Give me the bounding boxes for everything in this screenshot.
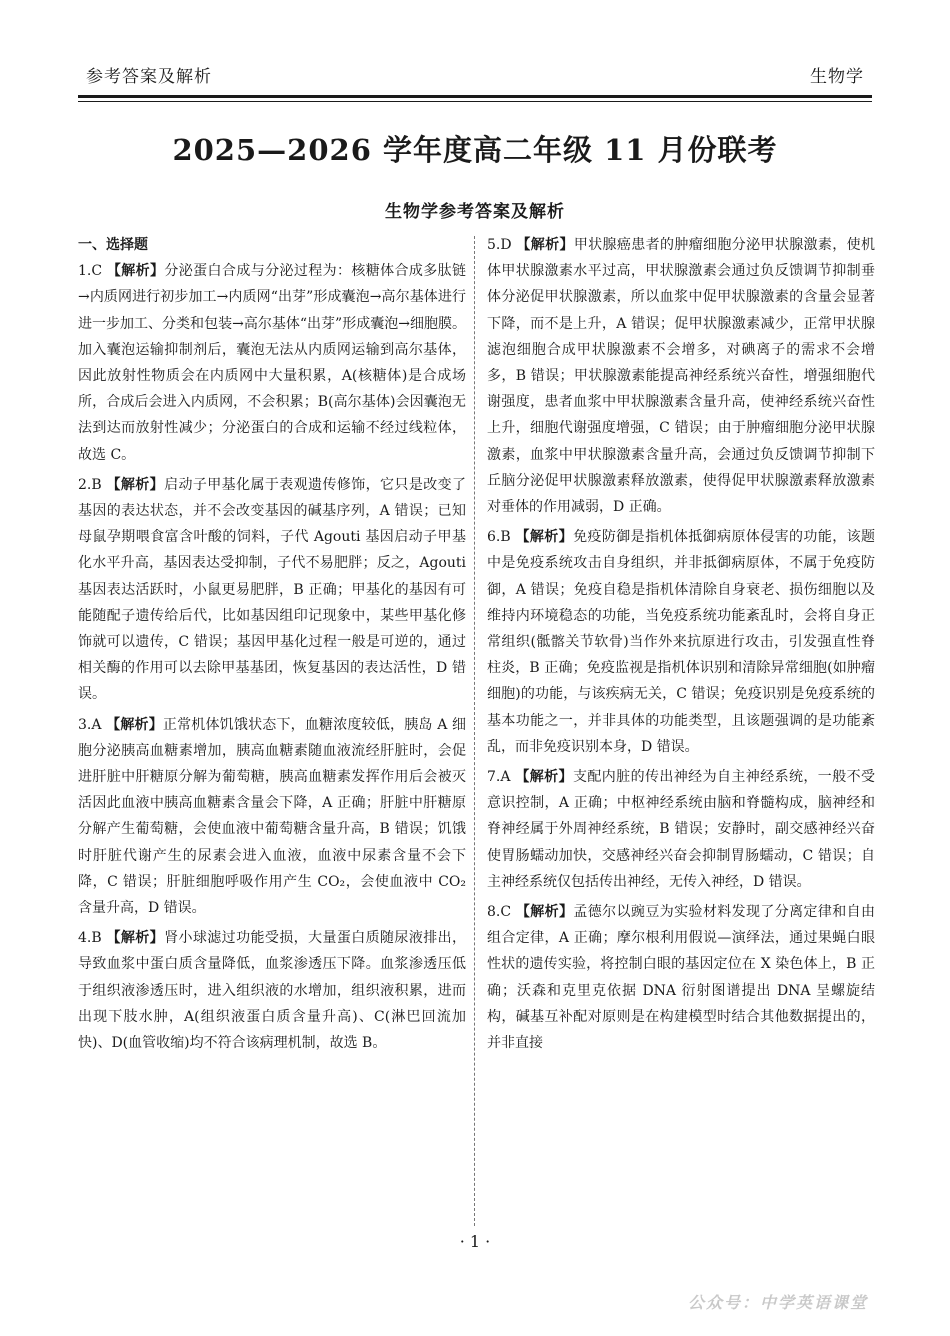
answer-key-subtitle: 生物学参考答案及解析 [385,202,565,222]
question-7 [487,764,875,895]
question-4 [78,925,466,1056]
question-5 [487,232,875,520]
question-6 [487,524,875,760]
question-number: 4.B [78,930,107,947]
analysis-tag: 【解析】 [106,716,163,733]
analysis-text: 肾小球滤过功能受损，大量蛋白质随尿液排出，导致血浆中蛋白质含量降低，血浆渗透压下降。血浆渗透压低于组织液渗透压时，进入组织液的水增加，组织液积累，进而出现下肢水肿，A(组织液蛋白质含量升高)、C(淋巴回流加快)、D(血管收缩)均不符合该病理机制，故选 B。 [78,930,467,1052]
column-divider [474,236,475,1226]
page-header [78,58,872,98]
question-number: 5.D [487,237,517,253]
question-8 [487,899,875,1056]
question-1 [78,258,466,468]
analysis-text: 支配内脏的传出神经为自主神经系统，一般不受意识控制，A 正确；中枢神经系统由脑和脊髓构成，脑神经和脊神经属于外周神经系统，B 错误；安静时，副交感神经兴奋使胃肠蠕动加快，交感神经兴奋会抑制胃肠蠕动，C 错误；自主神经系统仅包括传出神经，无传入神经，D 错误。 [487,769,876,890]
section-heading: 一、选择题 [78,237,148,253]
analysis-text: 启动子甲基化属于表观遗传修饰，它只是改变了基因的表达状态，并不会改变基因的碱基序列，A 错误；已知母鼠孕期喂食富含叶酸的饲料，子代 Agouti 基因启动子甲基化水平升高，基因表达受抑制，子代不易肥胖；反之，Agouti 基因表达活跃时，小鼠更易肥胖，B 正确；甲基化的基因有可能随配子遗传给后代，比如基因组印记现象中，某些甲基化修饰就可以遗传，C 错误；基因甲基化过程一般是可逆的，通过相关酶的作用可以去除甲基基团，恢复基因的表达活性，D 错误。 [78,476,467,703]
analysis-tag: 【解析】 [516,237,574,253]
question-2 [78,472,466,708]
watermark: 公众号：中学英语课堂 [687,1293,868,1312]
analysis-tag: 【解析】 [106,476,165,493]
analysis-tag: 【解析】 [106,930,165,947]
question-number: 3.A [78,716,107,733]
header-rule-thin [78,101,872,102]
right-column [487,232,875,1060]
analysis-text: 免疫防御是指机体抵御病原体侵害的功能，该题中是免疫系统攻击自身组织，并非抵御病原体，不属于免疫防御，A 错误；免疫自稳是指机体清除自身衰老、损伤细胞以及维持内环境稳态的功能，当免疫系统功能紊乱时，会将自身正常组织(骶髂关节软骨)当作外来抗原进行攻击，引发强直性脊柱炎，B 正确；免疫监视是指机体识别和清除异常细胞(如肿瘤细胞)的功能，与该疾病无关，C 错误；免疫识别是免疫系统的基本功能之一，并非具体的功能类型，且该题强调的是功能紊乱，而非免疫识别本身，D 错误。 [487,529,876,755]
analysis-text: 分泌蛋白合成与分泌过程为：核糖体合成多肽链→内质网进行初步加工→内质网“出芽”形成囊泡→高尔基体进行进一步加工、分类和包装→高尔基体“出芽”形成囊泡→细胞膜。加入囊泡运输抑制剂后，囊泡无法从内质网运输到高尔基体，因此放射性物质会在内质网中大量积累，A(核糖体)是合成场所，合成后会进入内质网，不会积累；B(高尔基体)会因囊泡无法到达而放射性减少；分泌蛋白的合成和运输不经过线粒体，故选 C。 [78,263,466,463]
question-number: 6.B [487,529,516,546]
header-rule [78,95,872,98]
left-column [78,232,466,1060]
analysis-text: 甲状腺癌患者的肿瘤细胞分泌甲状腺激素，使机体甲状腺激素水平过高，甲状腺激素会通过负反馈调节抑制垂体分泌促甲状腺激素，所以血浆中促甲状腺激素的含量会显著下降，而不是上升，A 错误；促甲状腺激素减少，正常甲状腺滤泡细胞合成甲状腺激素不会增多，对碘离子的需求不会增多，B 错误；甲状腺激素能提高神经系统兴奋性，增强细胞代谢强度，患者血浆中甲状腺激素含量升高，使神经系统兴奋性上升，细胞代谢强度增强，C 错误；由于肿瘤细胞分泌甲状腺激素，血浆中甲状腺激素含量升高，会通过负反馈调节抑制下丘脑分泌促甲状腺激素释放激素，使得促甲状腺激素释放激素对垂体的作用减弱，D 正确。 [487,237,875,516]
analysis-tag: 【解析】 [515,904,574,921]
question-number: 7.A [487,769,516,786]
analysis-tag: 【解析】 [515,529,574,546]
question-number: 2.B [78,476,107,493]
question-number: 1.C [78,263,107,280]
analysis-text: 正常机体饥饿状态下，血糖浓度较低，胰岛 A 细胞分泌胰高血糖素增加，胰高血糖素随血液流经肝脏时，会促进肝脏中肝糖原分解为葡萄糖，胰高血糖素发挥作用后会被灭活因此血液中胰高血糖素含量会下降，A 正确；肝脏中肝糖原分解产生葡萄糖，会使血液中葡萄糖含量升高，B 错误；饥饿时肝脏代谢产生的尿素会进入血液，血液中尿素含量不会下降，C 错误；肝脏细胞呼吸作用产生 CO₂，会使血液中 CO₂ 含量升高，D 错误。 [78,716,467,917]
question-number: 8.C [487,904,516,921]
header-subject-label: 生物学 [810,67,864,87]
question-3 [78,712,466,922]
analysis-tag: 【解析】 [515,769,573,786]
page-number: · 1 · [459,1232,491,1251]
exam-title: 2025—2026 学年度高二年级 11 月份联考 [172,133,778,167]
header-left-label: 参考答案及解析 [86,67,212,87]
analysis-tag: 【解析】 [106,263,165,280]
analysis-text: 孟德尔以豌豆为实验材料发现了分离定律和自由组合定律，A 正确；摩尔根利用假说—演绎法，通过果蝇白眼性状的遗传实验，将控制白眼的基因定位在 X 染色体上，B 正确；沃森和克里克依据 DNA 衍射图谱提出 DNA 呈螺旋结构，碱基互补配对原则是在构建模型时结合其他数据提出的，并非直接 [487,904,875,1052]
